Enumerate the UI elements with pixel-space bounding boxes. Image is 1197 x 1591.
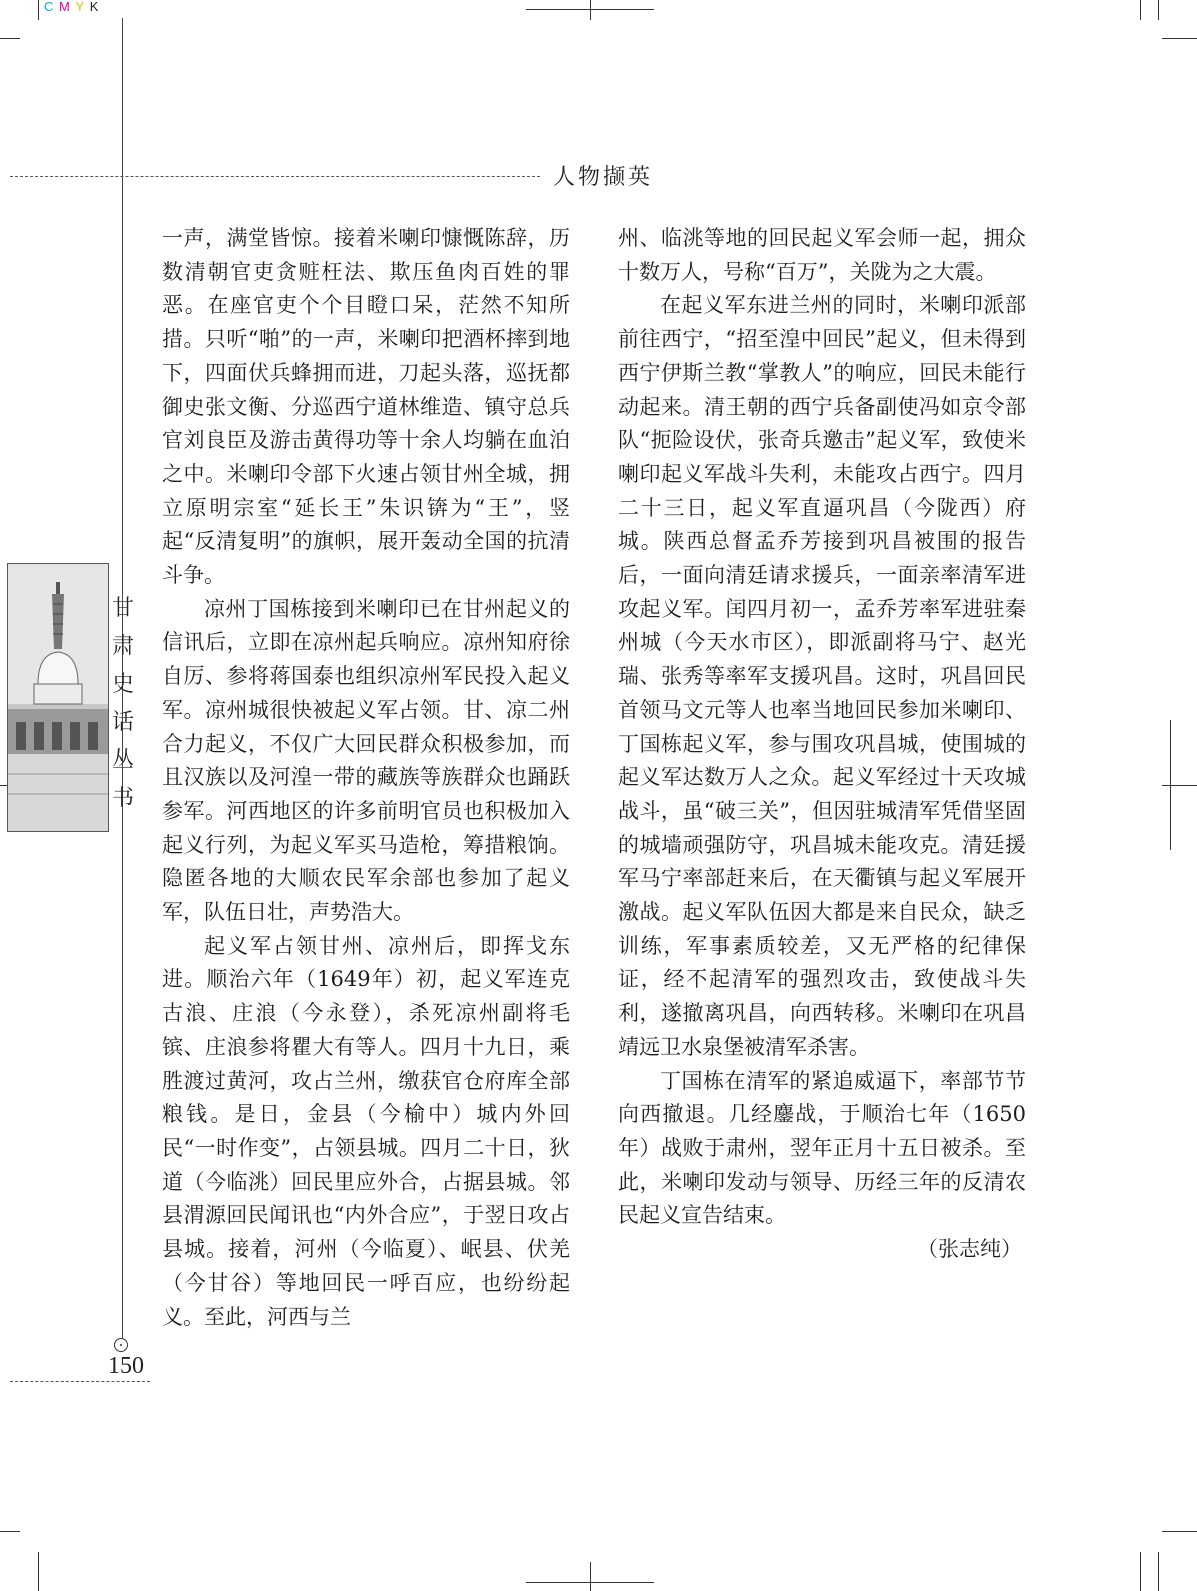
footer-dashed-rule bbox=[10, 1381, 150, 1382]
series-char: 书 bbox=[111, 786, 134, 811]
paragraph: 起义军占领甘州、凉州后，即挥戈东进。顺治六年（1649年）初，起义军连克古浪、庄浪（今永登），杀死凉州副将毛镔、庄浪参将瞿大有等人。四月十九日，乘胜渡过黄河，攻占兰州，缴获官仓府库全部粮钱。是日，金县（今榆中）城内外回民“一时作变”，占领县城。四月二十日，狄道（今临洮）回民里应外合，占据县城。邻县渭源回民闻讯也“内外合应”，于翌日攻占县城。接着，河州（今临夏）、岷县、伏羌（今甘谷）等地回民一呼百应，也纷纷起义。至此，河西与兰 bbox=[162, 933, 570, 1329]
series-title-vertical bbox=[106, 590, 140, 818]
paragraph: 一声，满堂皆惊。接着米喇印慷慨陈辞，历数清朝官吏贪赃枉法、欺压鱼肉百姓的罪恶。在座官吏个个目瞪口呆，茫然不知所措。只听“啪”的一声，米喇印把酒杯摔到地下，四面伏兵蜂拥而进，刀起头落，巡抚都御史张文衡、分巡西宁道林维造、镇守总兵官刘良臣及游击黄得功等十余人均躺在血泊之中。米喇印令部下火速占领甘州全城，拥立原明宗室“延长王”朱识锛为“王”，竖起“反清复明”的旗帜，展开轰动全国的抗清斗争。 bbox=[162, 226, 570, 588]
cmyk-k: K bbox=[89, 0, 100, 14]
section-title: 人物撷英 bbox=[553, 165, 654, 190]
paragraph: 州、临洮等地的回民起义军会师一起，拥众十数万人，号称“百万”，关陇为之大震。 bbox=[618, 226, 1026, 284]
pagoda-photo bbox=[7, 563, 109, 832]
series-char: 话 bbox=[111, 710, 134, 735]
paragraph: 丁国栋在清军的紧追威逼下，率部节节向西撤退。几经鏖战，于顺治七年（1650年）战败于肃州，翌年正月十五日被杀。至此，米喇印发动与领导、历经三年的反清农民起义宣告结束。 bbox=[618, 1068, 1026, 1228]
series-char: 丛 bbox=[111, 748, 134, 773]
right-column bbox=[618, 222, 1026, 1267]
cmyk-color-bar bbox=[44, 0, 99, 14]
paragraph: 在起义军东进兰州的同时，米喇印派部前往西宁，“招至湟中回民”起义，但未得到西宁伊斯兰教“掌教人”的响应，回民未能行动起来。清王朝的西宁兵备副使冯如京令部队“扼险设伏，张奇兵邀击”起义军，致使米喇印起义军战斗失利，未能攻占西宁。四月二十三日，起义军直逼巩昌（今陇西）府城。陕西总督孟乔芳接到巩昌被围的报告后，一面向清廷请求援兵，一面亲率清军进攻起义军。闰四月初一，孟乔芳率军进驻秦州城（今天水市区），即派副将马宁、赵光瑞、张秀等率军支援巩昌。这时，巩昌回民首领马文元等人也率当地回民参加米喇印、丁国栋起义军，参与围攻巩昌城，使围城的起义军达数万人之众。起义军经过十天攻城战斗，虽“破三关”，但因驻城清军凭借坚固的城墙顽强防守，巩昌城未能攻克。清廷援军马宁率部赶来后，在天衢镇与起义军展开激战。起义军队伍因大都是来自民众，缺乏训练，军事素质较差，又无严格的纪律保证，经不起清军的强烈攻击，致使战斗失利，遂撤离巩昌，向西转移。米喇印在巩昌靖远卫水泉堡被清军杀害。 bbox=[618, 293, 1026, 1059]
page-number: 150 bbox=[108, 1353, 144, 1379]
series-char: 甘 bbox=[111, 596, 134, 621]
series-char: 史 bbox=[111, 672, 134, 697]
cmyk-m: M bbox=[59, 0, 71, 14]
cmyk-c: C bbox=[44, 0, 55, 14]
pagoda-illustration bbox=[8, 564, 108, 831]
paragraph: 凉州丁国栋接到米喇印已在甘州起义的信讯后，立即在凉州起兵响应。凉州知府徐自厉、参将蒋国泰也组织凉州军民投入起义军。凉州城很快被起义军占领。甘、凉二州合力起义，不仅广大回民群众积极参加，而且汉族以及河湟一带的藏族等族群众也踊跃参军。河西地区的许多前明官员也积极加入起义行列，为起义军买马造枪，筹措粮饷。隐匿各地的大顺农民军余部也参加了起义军，队伍日壮，声势浩大。 bbox=[162, 596, 570, 925]
author-signature: （张志纯） bbox=[917, 1237, 1022, 1262]
series-char: 肃 bbox=[111, 634, 134, 659]
left-column bbox=[162, 222, 570, 1334]
header-dashed-rule bbox=[10, 176, 540, 177]
cmyk-y: Y bbox=[75, 0, 86, 14]
page-marker-icon bbox=[114, 1338, 128, 1352]
